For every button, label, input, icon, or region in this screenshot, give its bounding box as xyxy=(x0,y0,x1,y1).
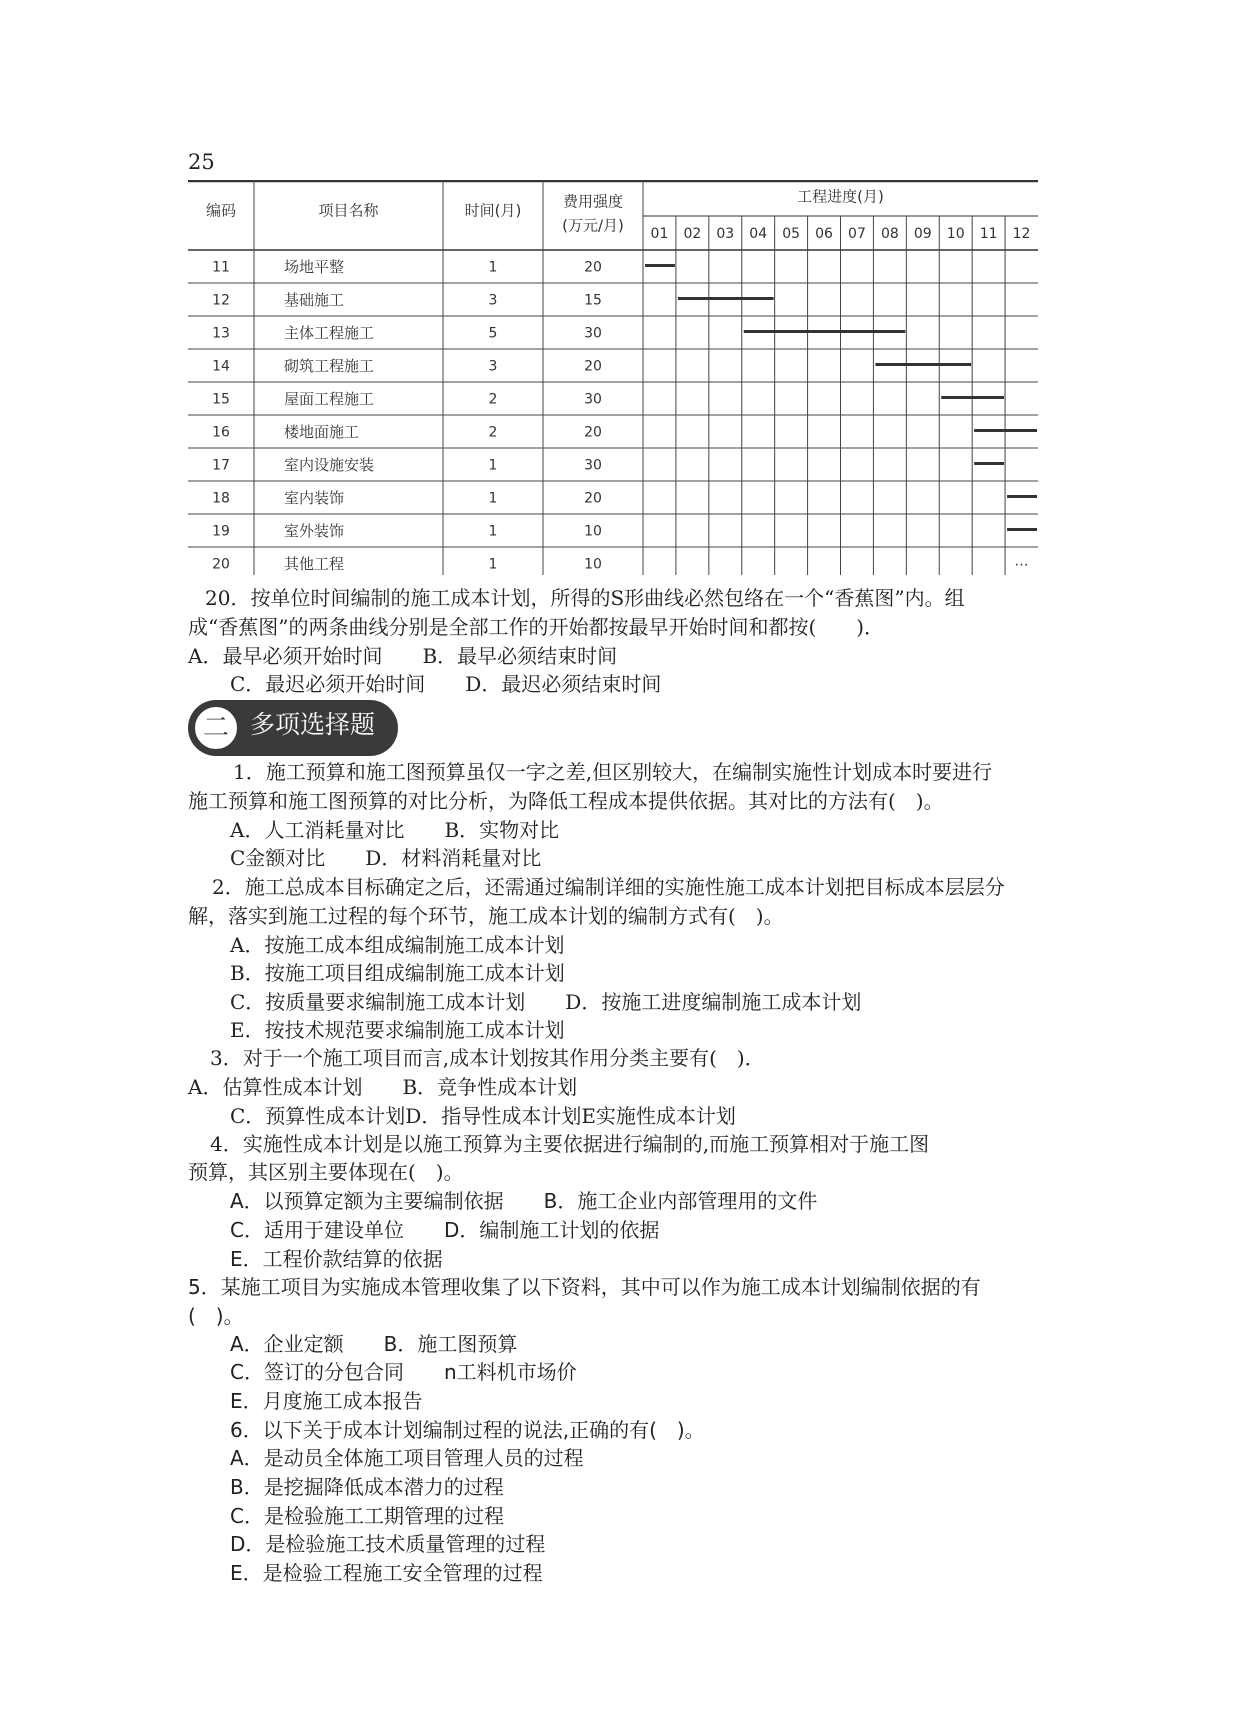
q20-options-ab: A．最早必须开始时间 B．最早必须结束时间 xyxy=(188,644,618,668)
q1-options-cd: C金额对比 D．材料消耗量对比 xyxy=(230,846,542,870)
row-code: 15 xyxy=(212,391,230,408)
month-label: 01 xyxy=(650,226,669,242)
row-cost: 20 xyxy=(584,259,602,276)
q1-stem-line1: 1．施工预算和施工图预算虽仅一字之差,但区别较大，在编制实施性计划成本时要进行 xyxy=(233,760,993,784)
header-cost-line1: 费用强度 xyxy=(562,192,624,211)
row-name: 室内设施安装 xyxy=(284,456,375,474)
q2-options-cd: C．按质量要求编制施工成本计划 D．按施工进度编制施工成本计划 xyxy=(230,990,862,1014)
row-cost: 10 xyxy=(584,556,602,573)
q3-stem: 3．对于一个施工项目而言,成本计划按其作用分类主要有( )． xyxy=(210,1046,765,1070)
row-duration: 1 xyxy=(488,490,498,507)
header-code: 编码 xyxy=(205,201,237,220)
q2-option-b: B．按施工项目组成编制施工成本计划 xyxy=(230,961,565,985)
row-duration: 2 xyxy=(488,391,498,408)
month-label: 05 xyxy=(782,226,801,242)
q4-options-ab: A．以预算定额为主要编制依据 B．施工企业内部管理用的文件 xyxy=(230,1189,818,1213)
month-label: 11 xyxy=(979,226,998,242)
q4-stem-line1: 4．实施性成本计划是以施工预算为主要依据进行编制的,而施工预算相对于施工图 xyxy=(210,1132,930,1156)
row-duration: 1 xyxy=(488,556,498,573)
row-code: 20 xyxy=(212,556,230,573)
month-label: 10 xyxy=(946,226,965,242)
header-cost-line2: (万元/月) xyxy=(562,216,624,235)
row-name: 其他工程 xyxy=(284,555,345,573)
row-code: 13 xyxy=(212,325,230,342)
q4-options-cd: C．适用于建设单位 D．编制施工计划的依据 xyxy=(230,1218,660,1242)
gantt-table xyxy=(188,180,1038,575)
q20-stem-line2: 成“香蕉图”的两条曲线分别是全部工作的开始都按最早开始时间和都按( )． xyxy=(188,615,885,639)
row-name: 砌筑工程施工 xyxy=(284,357,375,375)
q6-stem: 6．以下关于成本计划编制过程的说法,正确的有( )。 xyxy=(230,1418,705,1442)
row-cost: 15 xyxy=(584,292,602,309)
row-cost: 20 xyxy=(584,358,602,375)
section-number: 二 xyxy=(193,705,239,751)
ellipsis-mark: … xyxy=(1014,553,1029,570)
q4-option-e: E．工程价款结算的依据 xyxy=(230,1247,443,1271)
q2-option-a: A．按施工成本组成编制施工成本计划 xyxy=(230,933,565,957)
month-label: 12 xyxy=(1012,226,1031,242)
month-label: 08 xyxy=(880,226,899,242)
row-code: 17 xyxy=(212,457,230,474)
row-duration: 1 xyxy=(488,457,498,474)
row-cost: 30 xyxy=(584,325,602,342)
q6-option-b: B．是挖掘降低成本潜力的过程 xyxy=(230,1475,504,1499)
q20-options-cd: C．最迟必须开始时间 D．最迟必须结束时间 xyxy=(230,672,662,696)
q6-option-e: E．是检验工程施工安全管理的过程 xyxy=(230,1561,543,1585)
q6-option-c: C．是检验施工工期管理的过程 xyxy=(230,1504,504,1528)
q20-stem-line1: 20．按单位时间编制的施工成本计划，所得的S形曲线必然包络在一个“香蕉图”内。组 xyxy=(205,586,965,610)
row-code: 16 xyxy=(212,424,230,441)
row-duration: 2 xyxy=(488,424,498,441)
month-label: 02 xyxy=(683,226,702,242)
row-name: 基础施工 xyxy=(284,291,345,309)
row-duration: 1 xyxy=(488,259,498,276)
row-name: 屋面工程施工 xyxy=(284,390,375,408)
q2-option-e: E．按技术规范要求编制施工成本计划 xyxy=(230,1018,565,1042)
row-cost: 20 xyxy=(584,424,602,441)
row-name: 场地平整 xyxy=(284,258,345,276)
header-progress: 工程进度(月) xyxy=(797,187,884,206)
q5-options-cd: C．签订的分包合同 n工料机市场价 xyxy=(230,1360,577,1384)
row-cost: 10 xyxy=(584,523,602,540)
q2-stem-line1: 2．施工总成本目标确定之后，还需通过编制详细的实施性施工成本计划把目标成本层层分 xyxy=(212,875,1005,899)
row-name: 楼地面施工 xyxy=(284,423,360,441)
header-name: 项目名称 xyxy=(318,201,379,220)
row-duration: 3 xyxy=(488,358,498,375)
month-label: 04 xyxy=(749,226,768,242)
q2-stem-line2: 解，落实到施工过程的每个环节，施工成本计划的编制方式有( )。 xyxy=(188,904,784,928)
row-duration: 3 xyxy=(488,292,498,309)
row-duration: 1 xyxy=(488,523,498,540)
row-name: 室外装饰 xyxy=(284,522,345,540)
row-cost: 20 xyxy=(584,490,602,507)
q5-option-e: E．月度施工成本报告 xyxy=(230,1389,423,1413)
q5-stem-line2: ( )。 xyxy=(188,1304,244,1328)
page-number: 25 xyxy=(188,150,215,174)
row-code: 14 xyxy=(212,358,230,375)
row-code: 11 xyxy=(212,259,230,276)
row-name: 主体工程施工 xyxy=(284,324,375,342)
gantt-table-svg xyxy=(188,180,1038,575)
q6-option-a: A．是动员全体施工项目管理人员的过程 xyxy=(230,1446,584,1470)
month-label: 06 xyxy=(815,226,833,242)
row-cost: 30 xyxy=(584,457,602,474)
month-label: 09 xyxy=(913,226,932,242)
row-code: 12 xyxy=(212,292,230,309)
row-code: 18 xyxy=(212,490,230,507)
section-heading xyxy=(188,700,398,756)
row-duration: 5 xyxy=(488,325,498,342)
q5-stem-line1: 5．某施工项目为实施成本管理收集了以下资料，其中可以作为施工成本计划编制依据的有 xyxy=(188,1275,981,1299)
row-name: 室内装饰 xyxy=(284,489,345,507)
q5-options-ab: A．企业定额 B．施工图预算 xyxy=(230,1332,518,1356)
header-duration: 时间(月) xyxy=(464,201,522,220)
q1-options-ab: A．人工消耗量对比 B．实物对比 xyxy=(230,818,560,842)
month-label: 07 xyxy=(848,226,866,242)
q1-stem-line2: 施工预算和施工图预算的对比分析，为降低工程成本提供依据。其对比的方法有( )。 xyxy=(188,789,944,813)
row-code: 19 xyxy=(212,523,230,540)
month-label: 03 xyxy=(716,226,735,242)
q3-options-cde: C．预算性成本计划D．指导性成本计划E实施性成本计划 xyxy=(230,1104,736,1128)
q3-options-ab: A．估算性成本计划 B．竞争性成本计划 xyxy=(188,1075,578,1099)
row-cost: 30 xyxy=(584,391,602,408)
q6-option-d: D．是检验施工技术质量管理的过程 xyxy=(230,1532,546,1556)
q4-stem-line2: 预算，其区别主要体现在( )。 xyxy=(188,1160,464,1184)
section-title: 多项选择题 xyxy=(250,710,376,739)
